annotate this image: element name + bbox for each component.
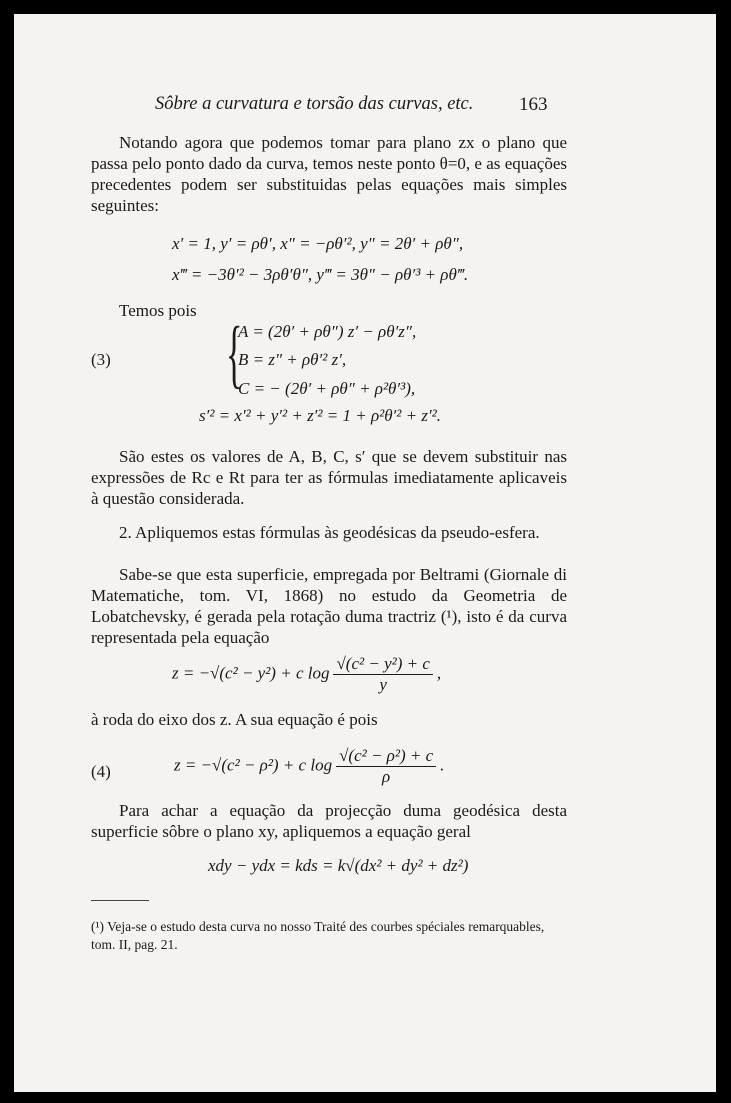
equation-s-prime: s′² = x′² + y′² + z′² = 1 + ρ²θ′² + z′². [199, 406, 442, 425]
tractrix-numerator: √(c² − y²) + c [333, 654, 432, 675]
derivatives-line-2: x‴ = −3θ′² − 3ρθ′θ″, y‴ = 3θ″ − ρθ′³ + ρθ‴. [172, 265, 469, 284]
tractrix-lhs: z = −√(c² − y²) + c log [172, 663, 330, 683]
section-2-heading: 2. Apliquemos estas fórmulas às geodésicas da pseudo-esfera. [119, 523, 540, 542]
eq4-numerator: √(c² − ρ²) + c [336, 746, 436, 767]
equation-B: B = z″ + ρθ′² z′, [238, 350, 347, 369]
left-brace: { [226, 312, 243, 396]
eq4-fraction [336, 746, 436, 787]
eq4-denominator: ρ [382, 767, 391, 786]
running-title: Sôbre a curvatura e torsão das curvas, etc. [155, 94, 474, 114]
equation-C: C = − (2θ′ + ρθ″ + ρ²θ′³), [238, 379, 416, 398]
derivatives-line-1: x′ = 1, y′ = ρθ′, x″ = −ρθ′², y″ = 2θ′ + ρθ″, [172, 234, 464, 253]
equation-label-4: (4) [91, 762, 111, 781]
tractrix-tail: , [436, 663, 442, 683]
eq4-tail: . [440, 755, 445, 775]
eq4-lhs: z = −√(c² − ρ²) + c log [174, 755, 333, 775]
tractrix-denominator: y [379, 675, 387, 694]
footnote: (¹) Veja-se o estudo desta curva no nosso Traité des courbes spéciales remarquables, tom. II, pag. 21. [91, 919, 545, 952]
equation-4 [174, 746, 444, 787]
beltrami-paragraph: Sabe-se que esta superficie, empregada por Beltrami (Giornale di Matematiche, tom. VI, 1868) no estudo da Geometria de Lobatchevsky, é gerada pela rotação duma tractriz (¹), isto é da curva representada pela equação [91, 565, 567, 647]
tractrix-equation [172, 654, 441, 695]
intro-paragraph: Notando agora que podemos tomar para plano zx o plano que passa pelo ponto dado da curva, temos neste ponto θ=0, e as equações precedentes podem ser substituidas pelas equações mais simples seguintes: [91, 133, 567, 215]
general-equation: xdy − ydx = kds = k√(dx² + dy² + dz²) [208, 856, 469, 875]
values-paragraph: São estes os valores de A, B, C, s′ que se devem substituir nas expressões de Rc e Rt para ter as fórmulas imediatamente aplicaveis à questão considerada. [91, 447, 567, 508]
rotation-text: à roda do eixo dos z. A sua equação é pois [91, 710, 378, 729]
equation-A: A = (2θ′ + ρθ″) z′ − ρθ′z″, [238, 322, 417, 341]
tractrix-fraction [333, 654, 432, 695]
page-number: 163 [519, 94, 548, 115]
footnote-rule [91, 900, 149, 901]
equation-label-3: (3) [91, 350, 111, 369]
projection-paragraph: Para achar a equação da projecção duma geodésica desta superficie sôbre o plano xy, apliquemos a equação geral [91, 801, 567, 841]
temos-pois: Temos pois [119, 301, 197, 320]
